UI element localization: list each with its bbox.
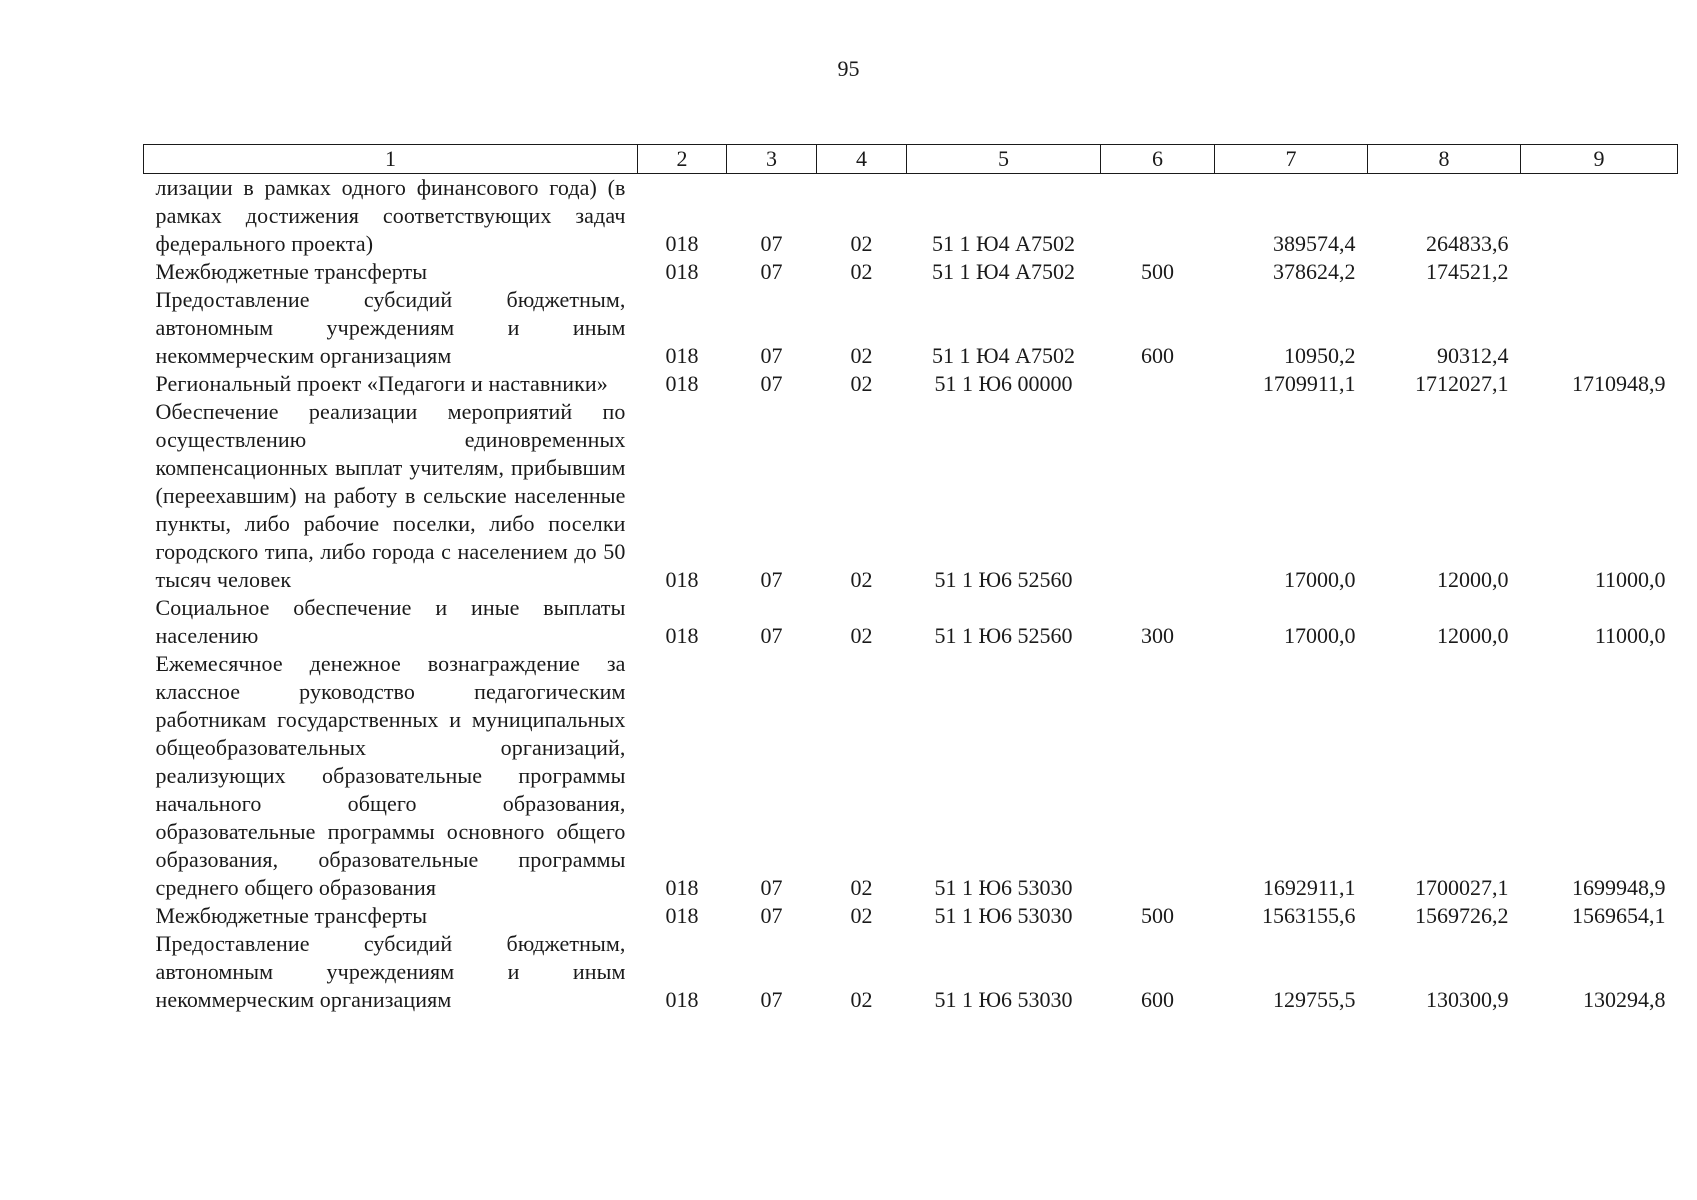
table-row [144,902,1678,930]
cell-section-code: 07 [760,343,783,368]
cell-section-code: 07 [760,567,783,592]
cell-ministry-code: 018 [665,371,699,396]
row-description: Предоставление субсидий бюджетным, автономным учреждениям и иным некоммерческим организациям [155,931,626,1012]
cell-section-code: 07 [760,231,783,256]
cell-ministry-code: 018 [665,987,699,1012]
table-row [144,930,1678,1014]
cell-section-code: 07 [760,875,783,900]
cell-subsection-code: 02 [850,343,873,368]
cell-amount-col8: 174521,2 [1426,259,1509,284]
cell-ministry-code: 018 [665,231,699,256]
cell-ministry-code: 018 [665,567,699,592]
cell-subsection-code: 02 [850,623,873,648]
cell-section-code: 07 [760,903,783,928]
cell-amount-col8: 264833,6 [1426,231,1509,256]
column-header: 4 [817,145,907,174]
cell-subsection-code: 02 [850,903,873,928]
row-description: Предоставление субсидий бюджетным, автономным учреждениям и иным некоммерческим организациям [155,287,626,368]
table-row [144,594,1678,650]
cell-amount-col8: 1700027,1 [1415,875,1509,900]
column-header: 2 [638,145,727,174]
cell-section-code: 07 [760,987,783,1012]
cell-target-article: 51 1 Ю6 52560 [934,623,1073,648]
cell-amount-col7: 1709911,1 [1262,371,1356,396]
row-description: Обеспечение реализации мероприятий по осуществлению единовременных компенсационных выплат учителям, прибывшим (переехавшим) на работу в сельские населенные пункты, либо рабочие поселки, либо поселки городского типа, либо города с населением до 50 тысяч человек [155,399,626,592]
cell-ministry-code: 018 [665,343,699,368]
row-description: Межбюджетные трансферты [155,903,428,928]
cell-target-article: 51 1 Ю6 53030 [934,987,1073,1012]
cell-amount-col9: 1699948,9 [1572,875,1666,900]
table-row [144,174,1678,259]
table-row [144,398,1678,594]
cell-amount-col7: 10950,2 [1284,343,1356,368]
cell-subsection-code: 02 [850,371,873,396]
cell-expense-type: 500 [1141,259,1174,284]
row-description: лизации в рамках одного финансового года) (в рамках достижения соответствующих задач федерального проекта) [155,175,626,256]
table-row [144,650,1678,902]
cell-target-article: 51 1 Ю6 53030 [934,903,1073,928]
cell-subsection-code: 02 [850,567,873,592]
cell-target-article: 51 1 Ю6 52560 [934,567,1073,592]
cell-expense-type [1101,650,1215,902]
cell-amount-col8: 1712027,1 [1415,371,1509,396]
row-description: Ежемесячное денежное вознаграждение за классное руководство педагогическим работникам государственных и муниципальных общеобразовательных организаций, реализующих образовательные программы начального общего образования, образовательные программы основного общего образования, образовательные программы среднего общего образования [155,651,626,900]
cell-expense-type: 300 [1141,623,1174,648]
row-description: Межбюджетные трансферты [155,259,428,284]
table-row [144,286,1678,370]
cell-amount-col9: 130294,8 [1583,987,1666,1012]
cell-target-article: 51 1 Ю4 А7502 [932,231,1075,256]
cell-amount-col7: 129755,5 [1273,987,1356,1012]
cell-amount-col7: 17000,0 [1284,623,1356,648]
cell-ministry-code: 018 [665,903,699,928]
cell-expense-type: 600 [1141,343,1174,368]
column-header: 6 [1101,145,1215,174]
cell-ministry-code: 018 [665,623,699,648]
cell-section-code: 07 [760,371,783,396]
cell-amount-col8: 130300,9 [1426,987,1509,1012]
cell-ministry-code: 018 [665,875,699,900]
cell-amount-col9 [1521,258,1678,286]
table-row [144,370,1678,398]
column-header: 1 [144,145,638,174]
table-header-row [144,145,1678,174]
cell-amount-col7: 17000,0 [1284,567,1356,592]
budget-table [143,144,1678,1014]
cell-section-code: 07 [760,623,783,648]
cell-expense-type [1101,370,1215,398]
cell-expense-type [1101,398,1215,594]
column-header: 9 [1521,145,1678,174]
row-description: Региональный проект «Педагоги и наставники» [155,371,608,396]
cell-target-article: 51 1 Ю4 А7502 [932,259,1075,284]
cell-amount-col7: 1563155,6 [1262,903,1356,928]
cell-amount-col9: 11000,0 [1594,567,1666,592]
cell-subsection-code: 02 [850,259,873,284]
cell-subsection-code: 02 [850,987,873,1012]
cell-target-article: 51 1 Ю4 А7502 [932,343,1075,368]
column-header: 5 [907,145,1101,174]
cell-amount-col9: 1710948,9 [1572,371,1666,396]
column-header: 3 [727,145,817,174]
table-row [144,258,1678,286]
cell-expense-type: 500 [1141,903,1174,928]
cell-amount-col8: 1569726,2 [1415,903,1509,928]
row-description: Социальное обеспечение и иные выплаты населению [155,595,626,648]
cell-target-article: 51 1 Ю6 53030 [934,875,1073,900]
column-header: 8 [1368,145,1521,174]
cell-amount-col9: 11000,0 [1594,623,1666,648]
cell-amount-col9 [1521,174,1678,259]
cell-amount-col9: 1569654,1 [1572,903,1666,928]
column-header: 7 [1215,145,1368,174]
cell-amount-col9 [1521,286,1678,370]
cell-amount-col8: 90312,4 [1437,343,1509,368]
cell-expense-type: 600 [1141,987,1174,1012]
cell-amount-col8: 12000,0 [1437,567,1509,592]
cell-target-article: 51 1 Ю6 00000 [934,371,1073,396]
cell-amount-col7: 378624,2 [1273,259,1356,284]
cell-expense-type [1101,174,1215,259]
page-number: 95 [837,56,860,81]
cell-amount-col8: 12000,0 [1437,623,1509,648]
cell-section-code: 07 [760,259,783,284]
cell-subsection-code: 02 [850,231,873,256]
cell-amount-col7: 1692911,1 [1262,875,1356,900]
cell-amount-col7: 389574,4 [1273,231,1356,256]
cell-ministry-code: 018 [665,259,699,284]
cell-subsection-code: 02 [850,875,873,900]
